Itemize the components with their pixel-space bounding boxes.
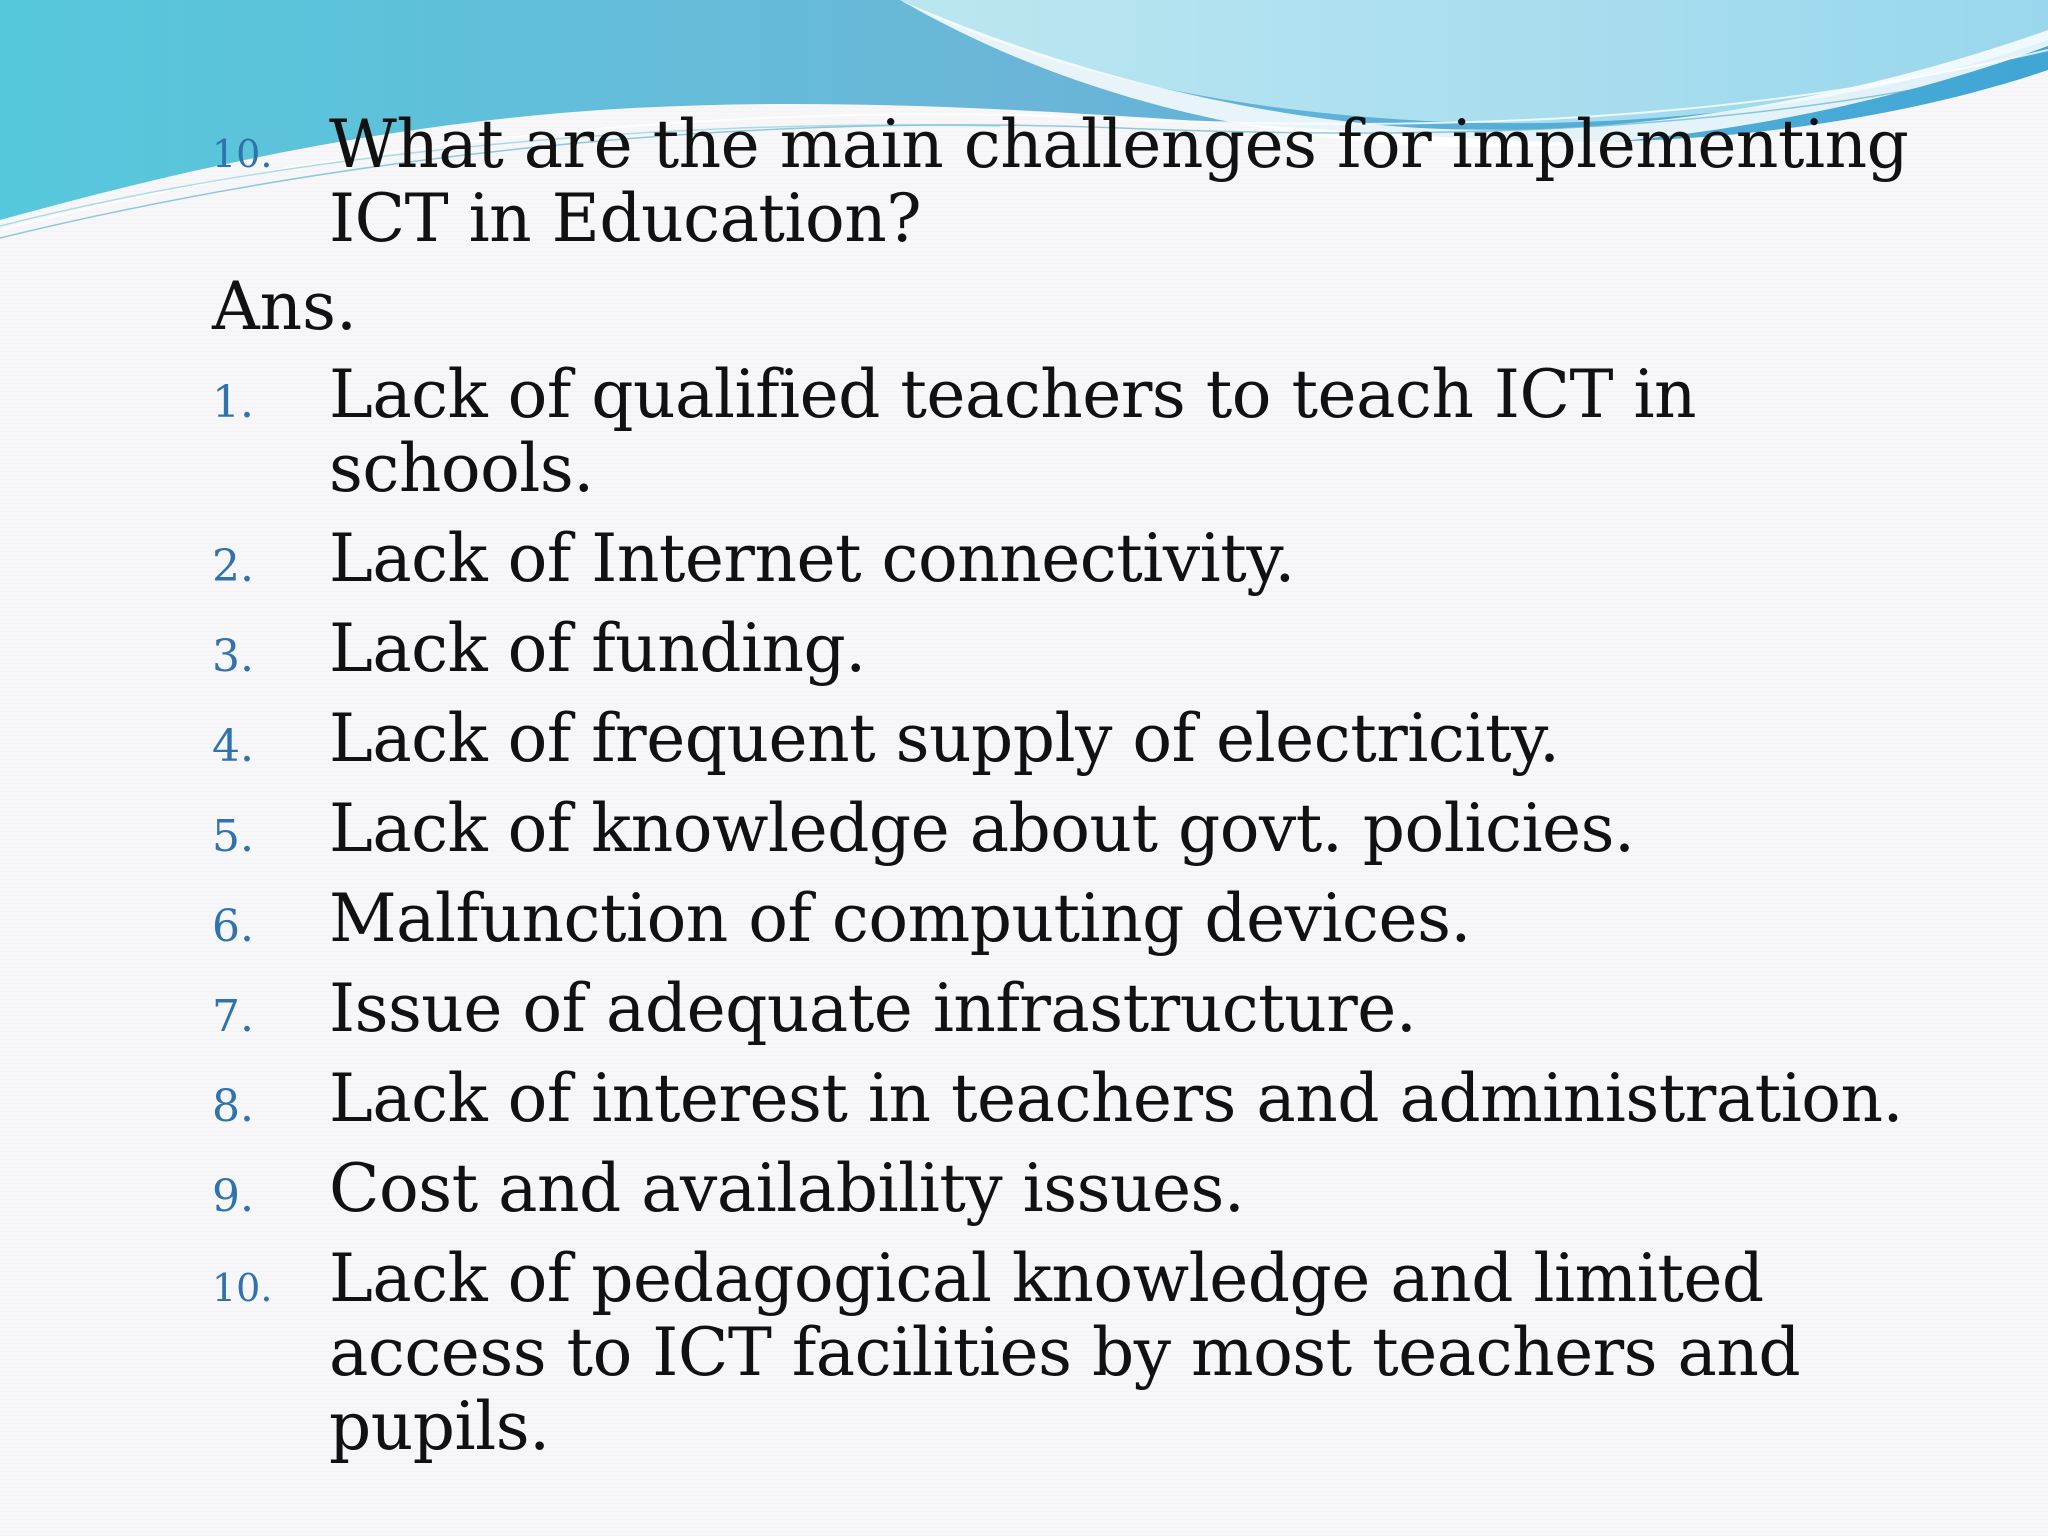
- list-item-text: Lack of pedagogical knowledge and limited access to ICT facilities by most teachers and pupils.: [329, 1240, 1801, 1465]
- list-item: [212, 1152, 1912, 1226]
- list-item-number: 2.: [212, 541, 254, 592]
- list-item-text: Lack of Internet connectivity.: [329, 520, 1295, 597]
- list-item: [212, 358, 1912, 506]
- list-item-text: Lack of funding.: [329, 610, 866, 687]
- list-item-number: 1.: [212, 377, 254, 428]
- list-item: [212, 522, 1912, 596]
- answer-label: Ans.: [212, 268, 358, 345]
- list-item: [212, 882, 1912, 956]
- list-item-text: Malfunction of computing devices.: [329, 880, 1471, 957]
- list-item-number: 8.: [212, 1081, 254, 1132]
- list-item: [212, 972, 1912, 1046]
- question-text: What are the main challenges for implementing ICT in Education?: [329, 106, 1909, 257]
- list-item: [212, 1062, 1912, 1136]
- list-item-number: 5.: [212, 811, 254, 862]
- list-item-number: 9.: [212, 1171, 254, 1222]
- question: [212, 108, 1912, 256]
- slide-content: [212, 108, 1912, 1480]
- list-item-number: 3.: [212, 631, 254, 682]
- list-item-text: Cost and availability issues.: [329, 1150, 1245, 1227]
- list-item-text: Lack of qualified teachers to teach ICT in schools.: [329, 356, 1697, 507]
- list-item-text: Lack of interest in teachers and administration.: [329, 1060, 1904, 1137]
- question-number: 10.: [212, 132, 273, 176]
- list-item: [212, 1242, 1912, 1464]
- list-item: [212, 792, 1912, 866]
- list-item-number: 10.: [212, 1266, 273, 1310]
- list-item: [212, 702, 1912, 776]
- list-item-number: 4.: [212, 721, 254, 772]
- list-item-text: Issue of adequate infrastructure.: [329, 970, 1417, 1047]
- list-item-text: Lack of knowledge about govt. policies.: [329, 790, 1635, 867]
- list-item-text: Lack of frequent supply of electricity.: [329, 700, 1560, 777]
- list-item: [212, 612, 1912, 686]
- list-item-number: 6.: [212, 901, 254, 952]
- list-item-number: 7.: [212, 991, 254, 1042]
